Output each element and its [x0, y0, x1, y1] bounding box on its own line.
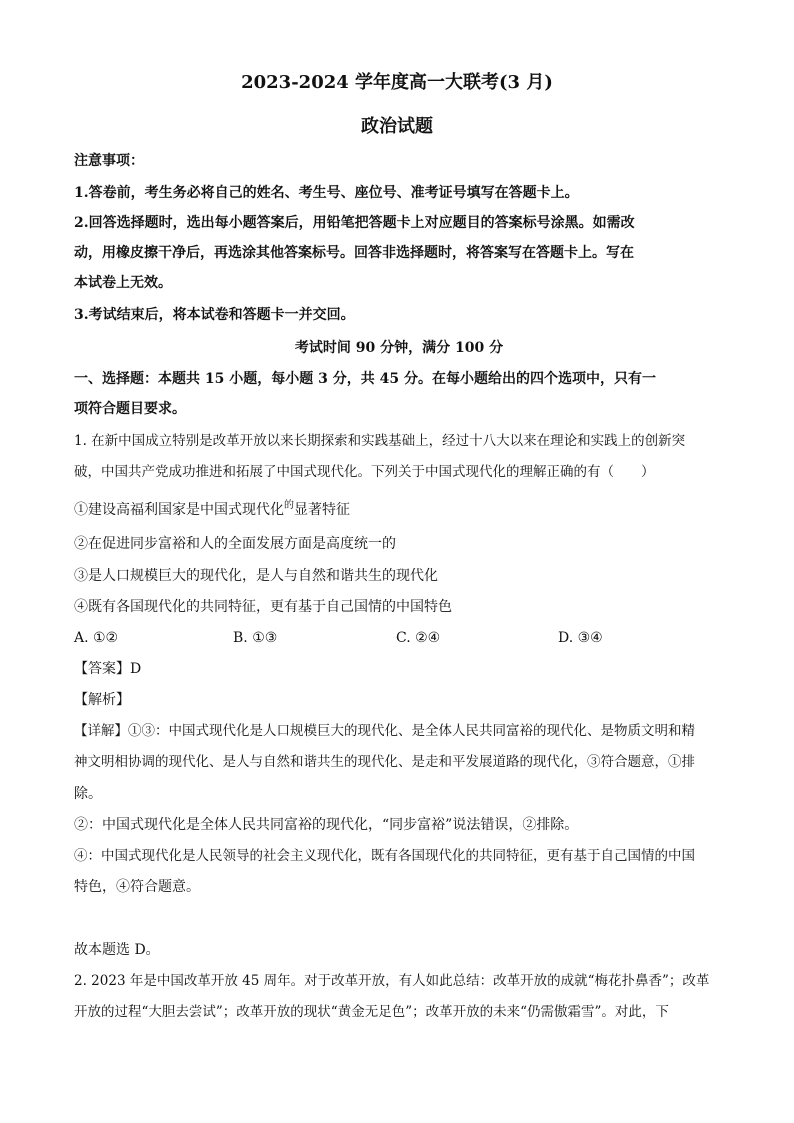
question-stem: 2. 2023 年是中国改革开放 45 周年。对于改革开放，有人如此总结：改革开放的成就“梅花扑鼻香”；改革 — [74, 973, 710, 989]
question-stem: 开放的过程“大胆去尝试”；改革开放的现状“黄金无足色”；改革开放的未来“仍需傲霜雪”。对此，下 — [74, 1004, 669, 1020]
statement-item: ②在促进同步富裕和人的全面发展方面是高度统一的 — [74, 536, 396, 552]
option-d: D. ③④ — [558, 630, 603, 646]
analysis-detail: ②：中国式现代化是全体人民共同富裕的现代化，“同步富裕”说法错误，②排除。 — [74, 817, 579, 833]
exam-subject: 政治试题 — [361, 116, 433, 137]
analysis-detail: 除。 — [74, 786, 102, 802]
question-stem: 破，中国共产党成功推进和拓展了中国式现代化。下列关于中国式现代化的理解正确的有（ ） — [74, 464, 655, 480]
option-c: C. ②④ — [396, 630, 441, 646]
option-a: A. ①② — [74, 630, 119, 646]
analysis-detail: 【详解】①③：中国式现代化是人口规模巨大的现代化、是全体人民共同富裕的现代化、是物质文明和精 — [74, 723, 695, 739]
notice-item: 动，用橡皮擦干净后，再选涂其他答案标号。回答非选择题时，将答案写在答题卡上。写在 — [74, 245, 634, 261]
notice-item: 1.答卷前，考生务必将自己的姓名、考生号、座位号、准考证号填写在答题卡上。 — [74, 185, 579, 201]
analysis-detail: 特色，④符合题意。 — [74, 879, 200, 895]
statement-text: ①建设高福利国家是中国式现代化 — [74, 502, 284, 518]
notice-item: 2.回答选择题时，选出每小题答案后，用铅笔把答题卡上对应题目的答案标号涂黑。如需改 — [74, 215, 635, 231]
statement-item: ④既有各国现代化的共同特征，更有基于自己国情的中国特色 — [74, 599, 452, 615]
notice-item: 3.考试结束后，将本试卷和答题卡一并交回。 — [74, 307, 355, 323]
statement-text-tail: 显著特征 — [294, 502, 350, 518]
statement-item — [74, 500, 724, 522]
notice-heading: 注意事项： — [74, 153, 144, 169]
statement-superscript: 的 — [284, 500, 294, 511]
exam-title: 2023-2024 学年度高一大联考(3 月) — [241, 72, 553, 93]
section-heading: 项符合题目要求。 — [74, 401, 186, 417]
statement-item: ③是人口规模巨大的现代化，是人与自然和谐共生的现代化 — [74, 568, 438, 584]
conclusion: 故本题选 D。 — [74, 942, 160, 958]
analysis-detail: ④：中国式现代化是人民领导的社会主义现代化，既有各国现代化的共同特征，更有基于自己国情的中国 — [74, 848, 695, 864]
analysis-detail: 神文明相协调的现代化、是人与自然和谐共生的现代化、是走和平发展道路的现代化，③符合题意，①排 — [74, 754, 695, 770]
answer-label: 【答案】D — [74, 661, 142, 677]
option-b: B. ①③ — [233, 630, 278, 646]
analysis-label: 【解析】 — [74, 692, 130, 708]
question-stem: 1. 在新中国成立特别是改革开放以来长期探索和实践基础上，经过十八大以来在理论和实践上的创新突 — [74, 433, 686, 449]
notice-item: 本试卷上无效。 — [74, 275, 172, 291]
section-heading: 一、选择题：本题共 15 小题，每小题 3 分，共 45 分。在每小题给出的四个选项中，只有一 — [74, 371, 656, 387]
exam-time-info: 考试时间 90 分钟，满分 100 分 — [294, 340, 504, 356]
